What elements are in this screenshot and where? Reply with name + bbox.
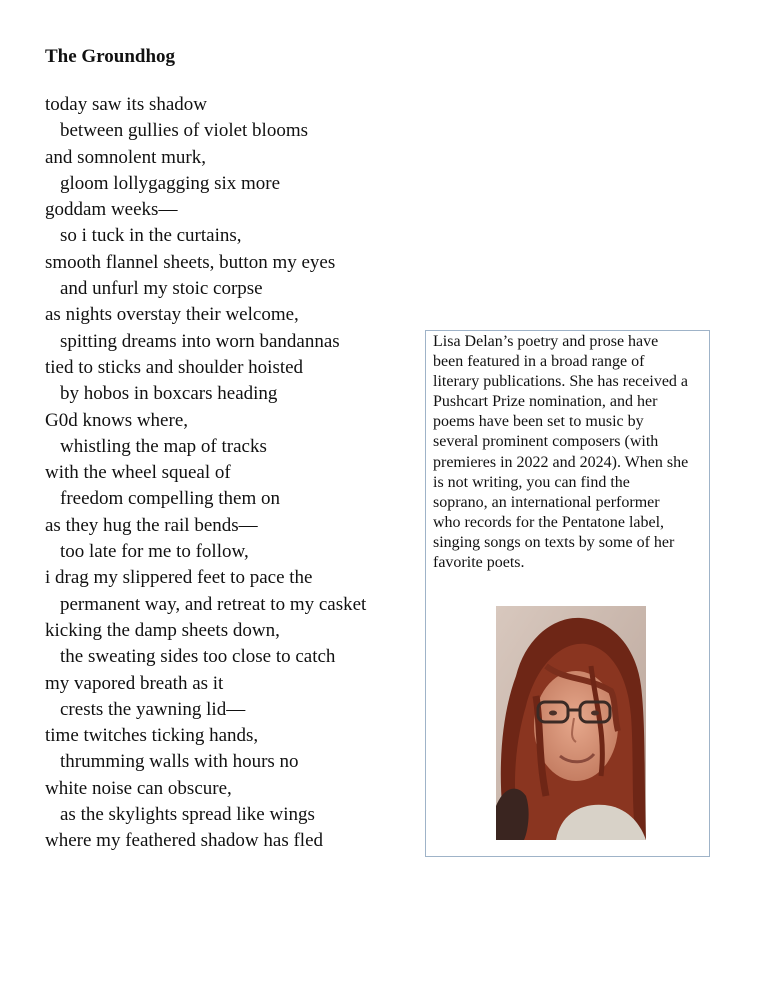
poem-body: [45, 92, 415, 855]
poem-line: the sweating sides too close to catch: [60, 646, 336, 668]
poem-line: so i tuck in the curtains,: [60, 225, 242, 247]
poem-line: thrumming walls with hours no: [60, 751, 299, 773]
poem-line: kicking the damp sheets down,: [45, 619, 280, 641]
bio-line: who records for the Pentatone label,: [433, 513, 665, 531]
poem-line: too late for me to follow,: [60, 541, 249, 563]
bio-line: several prominent composers (with: [433, 433, 659, 451]
poem-line: today saw its shadow: [45, 94, 208, 115]
poem-line: as the skylights spread like wings: [60, 804, 315, 826]
bio-line: literary publications. She has received a: [433, 373, 689, 391]
bio-line: been featured in a broad range of: [433, 353, 645, 371]
poem-line: freedom compelling them on: [60, 488, 281, 510]
poem-line: by hobos in boxcars heading: [60, 383, 278, 405]
poem-line: smooth flannel sheets, button my eyes: [45, 251, 336, 273]
bio-line: poems have been set to music by: [433, 413, 644, 431]
poem-line: whistling the map of tracks: [60, 435, 267, 457]
poem-line: between gullies of violet blooms: [60, 120, 309, 142]
author-bio-text: [433, 332, 711, 573]
bio-line: soprano, an international performer: [433, 493, 660, 511]
poem-line: my vapored breath as it: [45, 672, 224, 694]
poem-line: crests the yawning lid—: [60, 698, 246, 720]
bio-line: premieres in 2022 and 2024). When she: [433, 453, 689, 471]
poem-line: as they hug the rail bends—: [45, 514, 258, 536]
bio-line: Lisa Delan’s poetry and prose have: [433, 333, 659, 350]
bio-line: favorite poets.: [433, 554, 525, 572]
poem-line: tied to sticks and shoulder hoisted: [45, 356, 304, 378]
poem-line: with the wheel squeal of: [45, 462, 231, 484]
poem-line: i drag my slippered feet to pace the: [45, 567, 313, 589]
poem-line: gloom lollygagging six more: [60, 172, 281, 194]
poem-line: where my feathered shadow has fled: [45, 830, 324, 852]
author-bio-box: [425, 330, 710, 857]
poem-title: The Groundhog: [45, 46, 176, 67]
bio-line: singing songs on texts by some of her: [433, 533, 675, 551]
poem-line: goddam weeks—: [45, 199, 178, 221]
poem-line: permanent way, and retreat to my casket: [60, 593, 367, 615]
bio-line: Pushcart Prize nomination, and her: [433, 393, 658, 411]
poem-line: as nights overstay their welcome,: [45, 304, 299, 326]
poem-line: time twitches ticking hands,: [45, 725, 259, 747]
author-photo: [496, 606, 646, 840]
poem-line: white noise can obscure,: [45, 777, 232, 799]
poem-line: spitting dreams into worn bandannas: [60, 330, 340, 352]
bio-line: is not writing, you can find the: [433, 473, 630, 491]
poem-line: and somnolent murk,: [45, 146, 206, 168]
poem-line: G0d knows where,: [45, 409, 189, 431]
poem-line: and unfurl my stoic corpse: [60, 278, 263, 300]
